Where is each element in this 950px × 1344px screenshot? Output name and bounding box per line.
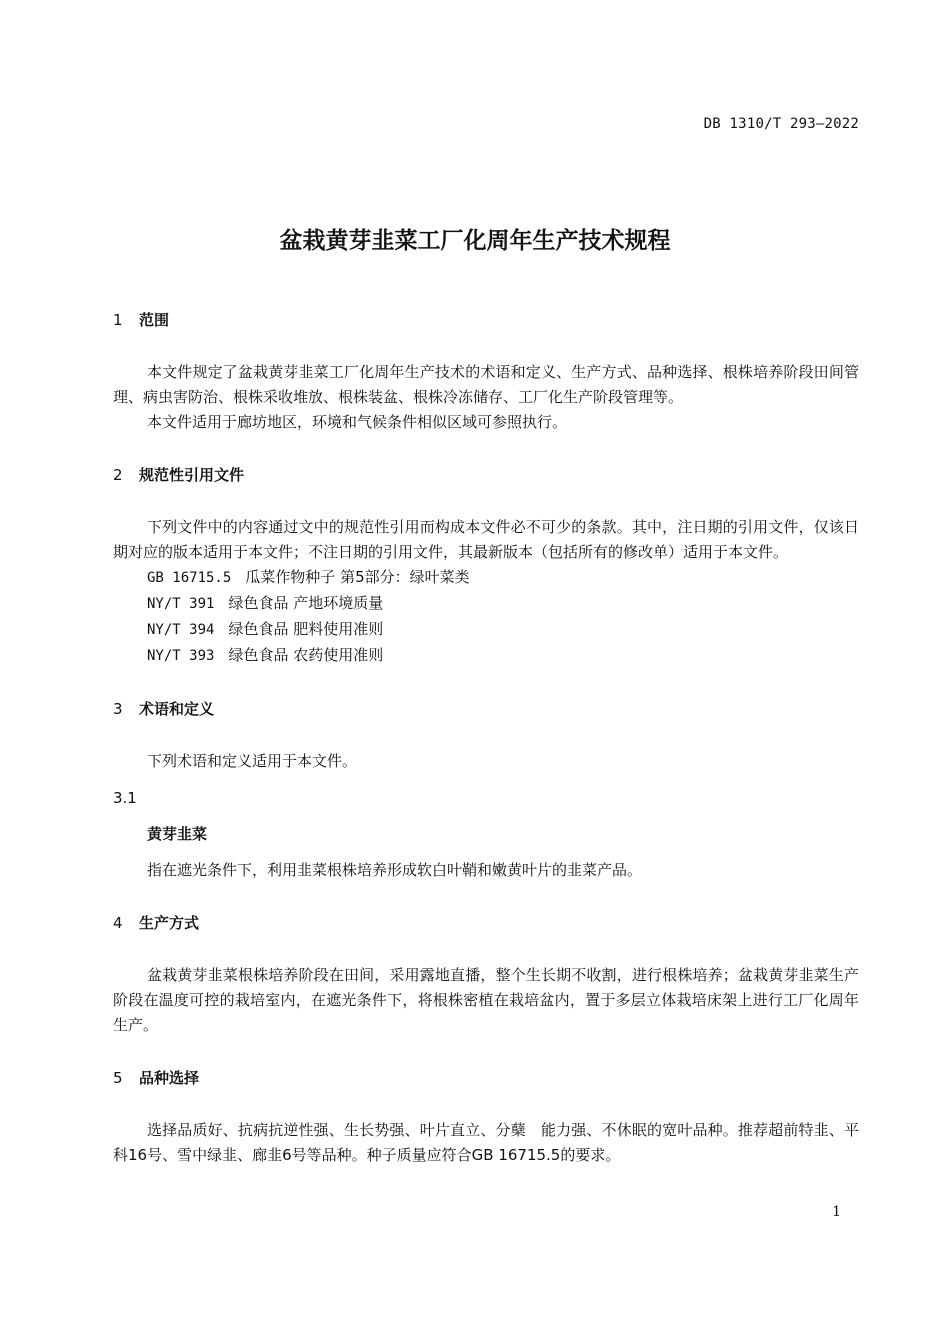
section-2-paragraph-1: 下列文件中的内容通过文中的规范性引用而构成本文件必不可少的条款。其中，注日期的引用文件，仅该日期对应的版本适用于本文件；不注日期的引用文件，其最新版本（包括所有的修改单）适用于本文件。	[113, 518, 859, 561]
section-3-heading	[113, 697, 859, 721]
reference-code: NY/T 391	[147, 596, 215, 612]
document-body	[113, 308, 859, 1168]
section-title: 生产方式	[139, 914, 200, 932]
section-2-heading	[113, 463, 859, 487]
section-1-paragraph-1: 本文件规定了盆栽黄芽韭菜工厂化周年生产技术的术语和定义、生产方式、品种选择、根株培养阶段田间管理、病虫害防治、根株采收堆放、根株装盆、根株冷冻储存、工厂化生产阶段管理等。	[113, 363, 859, 406]
section-title: 范围	[139, 311, 170, 329]
reference-title: 瓜菜作物种子 第5部分：绿叶菜类	[245, 568, 470, 586]
subsection-number: 3.1	[113, 789, 137, 807]
section-1-paragraph-2: 本文件适用于廊坊地区，环境和气候条件相似区域可参照执行。	[147, 413, 568, 431]
section-5-heading	[113, 1066, 859, 1090]
reference-code: GB 16715.5	[147, 570, 232, 586]
reference-title: 绿色食品 肥料使用准则	[228, 620, 384, 638]
section-number: 4	[113, 914, 123, 932]
section-5-paragraph-1: 选择品质好、抗病抗逆性强、生长势强、叶片直立、分蘖 能力强、不休眠的宽叶品种。推荐超前特韭、平科16号、雪中绿韭、廊韭6号等品种。种子质量应符合GB 16715.5的要求。	[113, 1121, 859, 1164]
document-code: DB 1310/T 293—2022	[703, 116, 859, 132]
section-number: 1	[113, 311, 123, 329]
reference-item	[113, 565, 859, 591]
section-4-paragraph-1: 盆栽黄芽韭菜根株培养阶段在田间，采用露地直播，整个生长期不收割，进行根株培养；盆栽黄芽韭菜生产阶段在温度可控的栽培室内，在遮光条件下，将根株密植在栽培盆内，置于多层立体栽培床架上进行工厂化周年生产。	[113, 966, 859, 1034]
section-4-heading	[113, 911, 859, 935]
reference-item	[113, 643, 859, 669]
term-definition: 指在遮光条件下，利用韭菜根株培养形成软白叶鞘和嫩黄叶片的韭菜产品。	[147, 861, 643, 879]
section-title: 规范性引用文件	[139, 466, 245, 484]
section-number: 5	[113, 1069, 123, 1087]
section-number: 3	[113, 700, 123, 718]
reference-title: 绿色食品 农药使用准则	[228, 646, 384, 664]
term-heading: 黄芽韭菜	[147, 825, 208, 843]
section-title: 品种选择	[139, 1069, 200, 1087]
page-number: 1	[832, 1204, 841, 1220]
document-title: 盆栽黄芽韭菜工厂化周年生产技术规程	[279, 228, 671, 254]
reference-code: NY/T 393	[147, 648, 215, 664]
section-title: 术语和定义	[139, 700, 215, 718]
section-3-paragraph-1: 下列术语和定义适用于本文件。	[147, 752, 358, 770]
section-1-heading	[113, 308, 859, 332]
reference-code: NY/T 394	[147, 622, 215, 638]
reference-item	[113, 617, 859, 643]
reference-item	[113, 591, 859, 617]
reference-title: 绿色食品 产地环境质量	[228, 594, 384, 612]
section-number: 2	[113, 466, 123, 484]
